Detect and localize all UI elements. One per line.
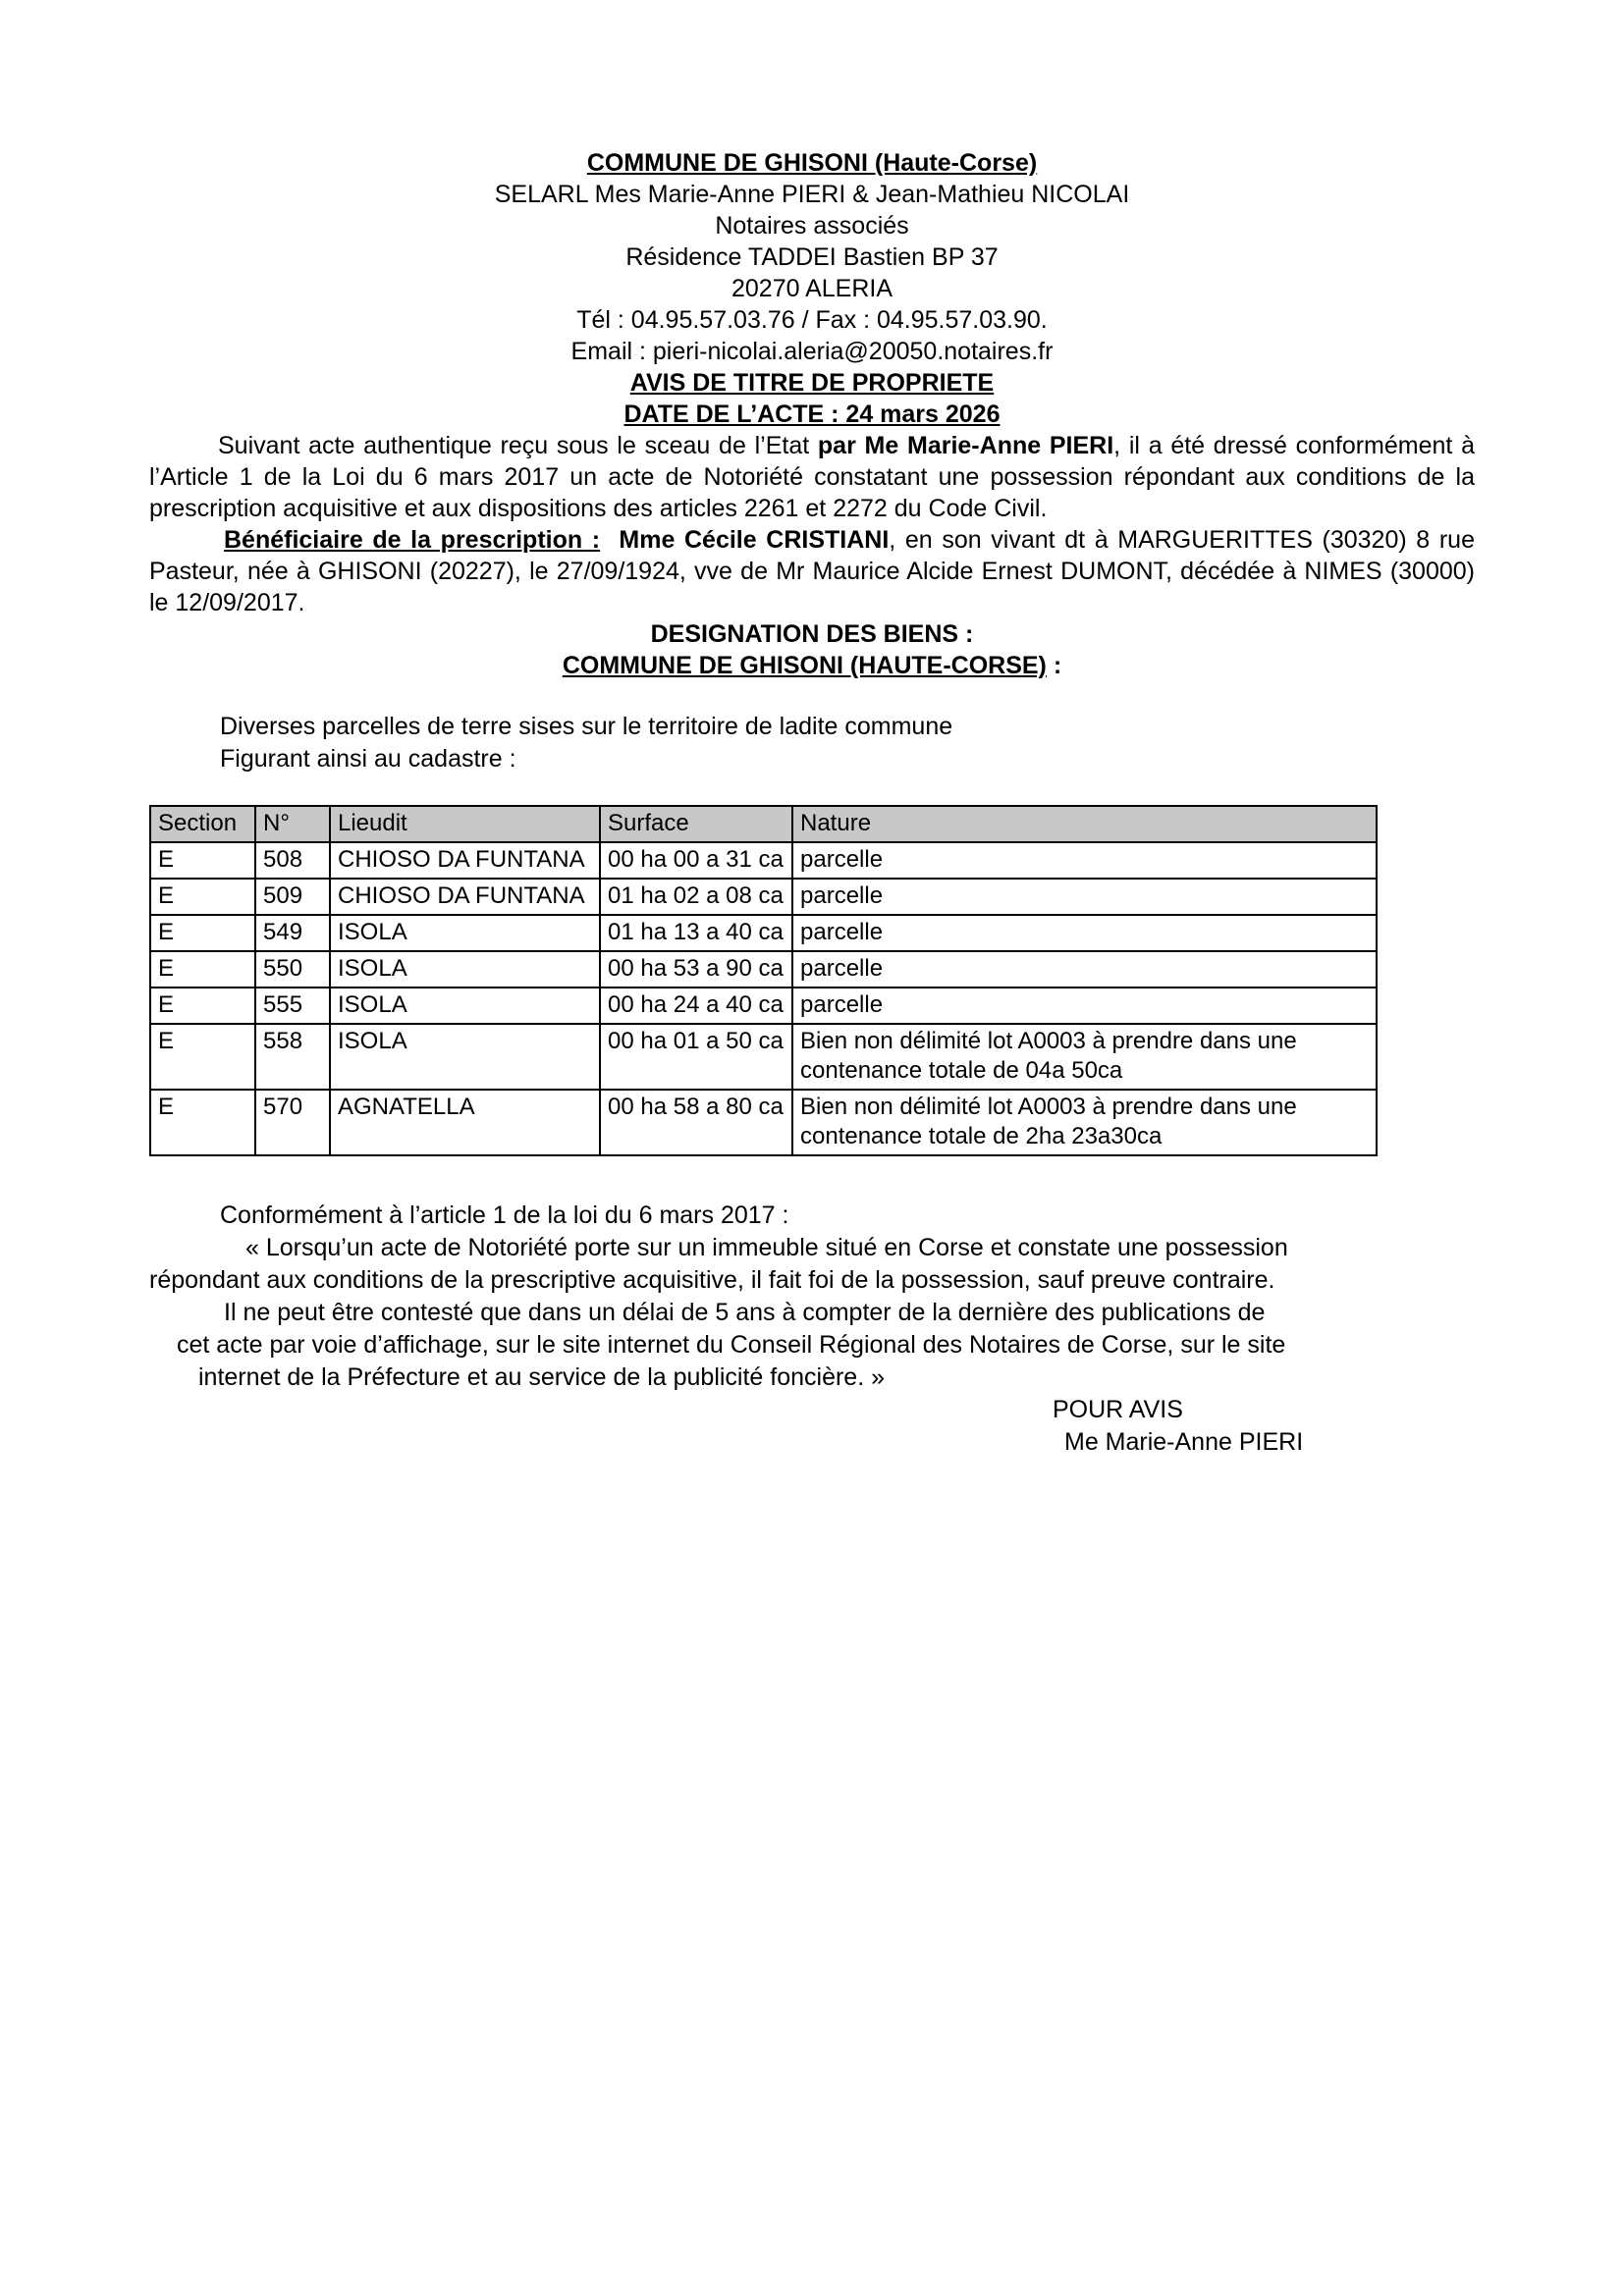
commune-title: COMMUNE DE GHISONI (Haute-Corse) bbox=[586, 149, 1038, 177]
cell-nature: parcelle bbox=[792, 988, 1377, 1024]
cell-section: E bbox=[150, 1090, 255, 1155]
notice-title: AVIS DE TITRE DE PROPRIETE bbox=[629, 369, 995, 397]
cell-section: E bbox=[150, 915, 255, 951]
conformity-quote-line3: Il ne peut être contesté que dans un délai de 5 ans à compter de la dernière des publications de bbox=[224, 1299, 1266, 1326]
cell-num: 508 bbox=[255, 842, 330, 879]
header-surface: Surface bbox=[600, 806, 792, 842]
firm-phone: Tél : 04.95.57.03.76 / Fax : 04.95.57.03.90. bbox=[576, 306, 1048, 334]
table-row bbox=[150, 879, 1377, 915]
cadastre-table bbox=[149, 805, 1378, 1156]
cell-surface: 01 ha 13 a 40 ca bbox=[600, 915, 792, 951]
header-nature: Nature bbox=[792, 806, 1377, 842]
cell-section: E bbox=[150, 951, 255, 988]
designation-commune-suffix: : bbox=[1046, 652, 1062, 679]
act-date: DATE DE L’ACTE : 24 mars 2026 bbox=[623, 400, 1001, 428]
firm-email: Email : pieri-nicolai.aleria@20050.notaires.fr bbox=[570, 338, 1054, 365]
cell-nature: Bien non délimité lot A0003 à prendre dans une contenance totale de 2ha 23a30ca bbox=[792, 1090, 1377, 1155]
cell-surface: 00 ha 01 a 50 ca bbox=[600, 1024, 792, 1090]
beneficiary-spacer bbox=[600, 526, 619, 554]
beneficiary-name: Mme Cécile CRISTIANI bbox=[619, 526, 890, 554]
cell-lieudit: ISOLA bbox=[330, 988, 600, 1024]
conformity-quote-line1: « Lorsqu’un acte de Notoriété porte sur un immeuble situé en Corse et constate une possession bbox=[245, 1234, 1288, 1261]
cell-nature: parcelle bbox=[792, 915, 1377, 951]
intro-bold-notary: par Me Marie-Anne PIERI bbox=[817, 432, 1114, 459]
table-row bbox=[150, 988, 1377, 1024]
cell-nature: parcelle bbox=[792, 879, 1377, 915]
conformity-intro: Conformément à l’article 1 de la loi du 6 mars 2017 : bbox=[220, 1201, 789, 1229]
cell-num: 550 bbox=[255, 951, 330, 988]
table-row bbox=[150, 915, 1377, 951]
firm-address-line2: 20270 ALERIA bbox=[731, 275, 893, 302]
cell-surface: 00 ha 00 a 31 ca bbox=[600, 842, 792, 879]
designation-title: DESIGNATION DES BIENS : bbox=[650, 620, 974, 648]
intro-part1: Suivant acte authentique reçu sous le sceau de l’Etat bbox=[218, 432, 818, 459]
cell-num: 509 bbox=[255, 879, 330, 915]
cell-surface: 00 ha 58 a 80 ca bbox=[600, 1090, 792, 1155]
parcels-intro-line2: Figurant ainsi au cadastre : bbox=[220, 745, 516, 773]
cell-num: 570 bbox=[255, 1090, 330, 1155]
table-row bbox=[150, 842, 1377, 879]
beneficiary-label: Bénéficiaire de la prescription : bbox=[224, 526, 601, 554]
cell-lieudit: ISOLA bbox=[330, 915, 600, 951]
firm-role: Notaires associés bbox=[715, 212, 909, 240]
cell-section: E bbox=[150, 1024, 255, 1090]
cell-surface: 01 ha 02 a 08 ca bbox=[600, 879, 792, 915]
beneficiary-details: , en son vivant dt à MARGUERITTES (30320) 8 rue Pasteur, née à GHISONI (20227), le 27/09/1924, vve de Mr Maurice Alcide Ernest DUMONT, décédée à NIMES (30000) le 12/09/2017. bbox=[149, 526, 1475, 616]
cell-lieudit: AGNATELLA bbox=[330, 1090, 600, 1155]
letterhead bbox=[149, 147, 1475, 430]
cell-num: 558 bbox=[255, 1024, 330, 1090]
cell-nature: parcelle bbox=[792, 842, 1377, 879]
cell-section: E bbox=[150, 988, 255, 1024]
table-row bbox=[150, 1090, 1377, 1155]
firm-address-line1: Résidence TADDEI Bastien BP 37 bbox=[625, 243, 999, 271]
cell-lieudit: CHIOSO DA FUNTANA bbox=[330, 842, 600, 879]
designation-commune: COMMUNE DE GHISONI (HAUTE-CORSE) bbox=[562, 652, 1047, 679]
designation-commune-line bbox=[149, 650, 1475, 681]
firm-name: SELARL Mes Marie-Anne PIERI & Jean-Mathieu NICOLAI bbox=[494, 181, 1130, 208]
cell-surface: 00 ha 53 a 90 ca bbox=[600, 951, 792, 988]
signature-block bbox=[1053, 1394, 1475, 1459]
header-num: N° bbox=[255, 806, 330, 842]
table-header-row bbox=[150, 806, 1377, 842]
signature-notary-name: Me Marie-Anne PIERI bbox=[1064, 1428, 1304, 1456]
cell-lieudit: ISOLA bbox=[330, 1024, 600, 1090]
conformity-quote-line5: internet de la Préfecture et au service de la publicité foncière. » bbox=[198, 1363, 886, 1391]
intro-paragraph bbox=[149, 430, 1475, 524]
cell-num: 549 bbox=[255, 915, 330, 951]
conformity-quote-line2: répondant aux conditions de la prescriptive acquisitive, il fait foi de la possession, sauf preuve contraire. bbox=[149, 1266, 1275, 1294]
cell-lieudit: CHIOSO DA FUNTANA bbox=[330, 879, 600, 915]
header-lieudit: Lieudit bbox=[330, 806, 600, 842]
cell-section: E bbox=[150, 842, 255, 879]
cell-num: 555 bbox=[255, 988, 330, 1024]
table-row bbox=[150, 951, 1377, 988]
signature-pour-avis: POUR AVIS bbox=[1053, 1396, 1183, 1423]
header-section: Section bbox=[150, 806, 255, 842]
intro-part2: , il a été dressé conformément à l’Article 1 de la Loi du 6 mars 2017 un acte de Notoriété constatant une possession répondant aux conditions de la prescription acquisitive et aux dispositions des articles 2261 et 2272 du Code Civil. bbox=[149, 432, 1476, 522]
cell-surface: 00 ha 24 a 40 ca bbox=[600, 988, 792, 1024]
cell-nature: Bien non délimité lot A0003 à prendre dans une contenance totale de 04a 50ca bbox=[792, 1024, 1377, 1090]
table-row bbox=[150, 1024, 1377, 1090]
beneficiary-paragraph bbox=[149, 524, 1475, 618]
cell-section: E bbox=[150, 879, 255, 915]
cell-lieudit: ISOLA bbox=[330, 951, 600, 988]
cell-nature: parcelle bbox=[792, 951, 1377, 988]
parcels-intro-line1: Diverses parcelles de terre sises sur le territoire de ladite commune bbox=[220, 713, 953, 740]
conformity-quote-line4: cet acte par voie d’affichage, sur le site internet du Conseil Régional des Notaires de Corse, sur le site bbox=[177, 1331, 1286, 1359]
